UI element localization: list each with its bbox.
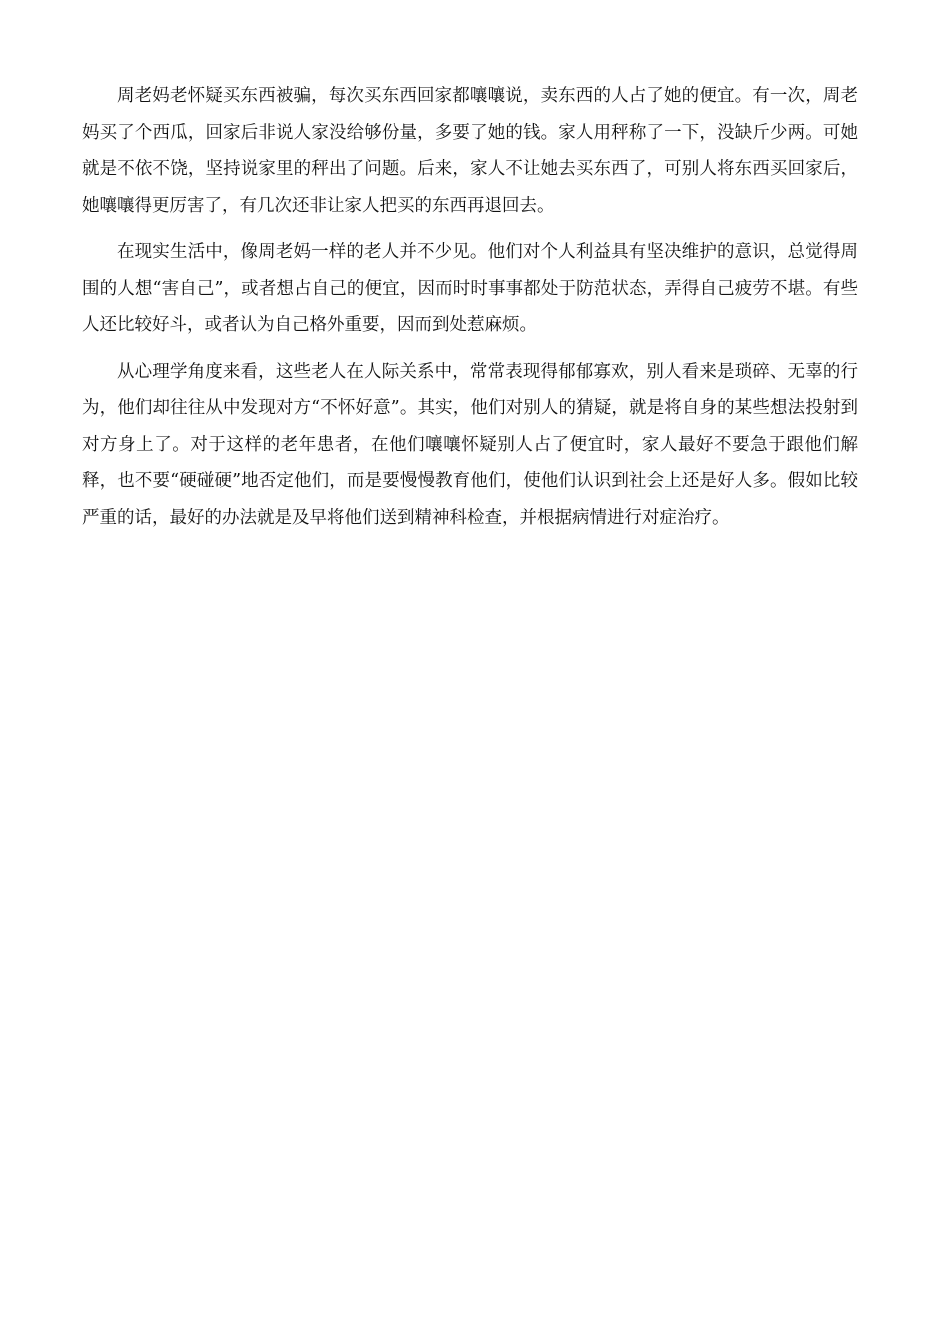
paragraph-2: 在现实生活中，像周老妈一样的老人并不少见。他们对个人利益具有坚决维护的意识，总觉得周围的人想“害自己”，或者想占自己的便宜，因而时时事事都处于防范状态，弄得自己疲劳不堪。有些人还比较好斗，或者认为自己格外重要，因而到处惹麻烦。 [82,242,858,335]
paragraph-3: 从心理学角度来看，这些老人在人际关系中，常常表现得郁郁寡欢，别人看来是琐碎、无辜的行为，他们却往往从中发现对方“不怀好意”。其实，他们对别人的猜疑，就是将自身的某些想法投射到对方身上了。对于这样的老年患者，在他们嚷嚷怀疑别人占了便宜时，家人最好不要急于跟他们解释，也不要“硬碰硬”地否定他们，而是要慢慢教育他们，使他们认识到社会上还是好人多。假如比较严重的话，最好的办法就是及早将他们送到精神科检查，并根据病情进行对症治疗。 [82,361,858,528]
paragraph-1: 周老妈老怀疑买东西被骗，每次买东西回家都嚷嚷说，卖东西的人占了她的便宜。有一次，周老妈买了个西瓜，回家后非说人家没给够份量，多要了她的钱。家人用秤称了一下，没缺斤少两。可她就是不依不饶，坚持说家里的秤出了问题。后来，家人不让她去买东西了，可别人将东西买回家后，她嚷嚷得更厉害了，有几次还非让家人把买的东西再退回去。 [82,86,858,216]
document-body [82,78,858,546]
